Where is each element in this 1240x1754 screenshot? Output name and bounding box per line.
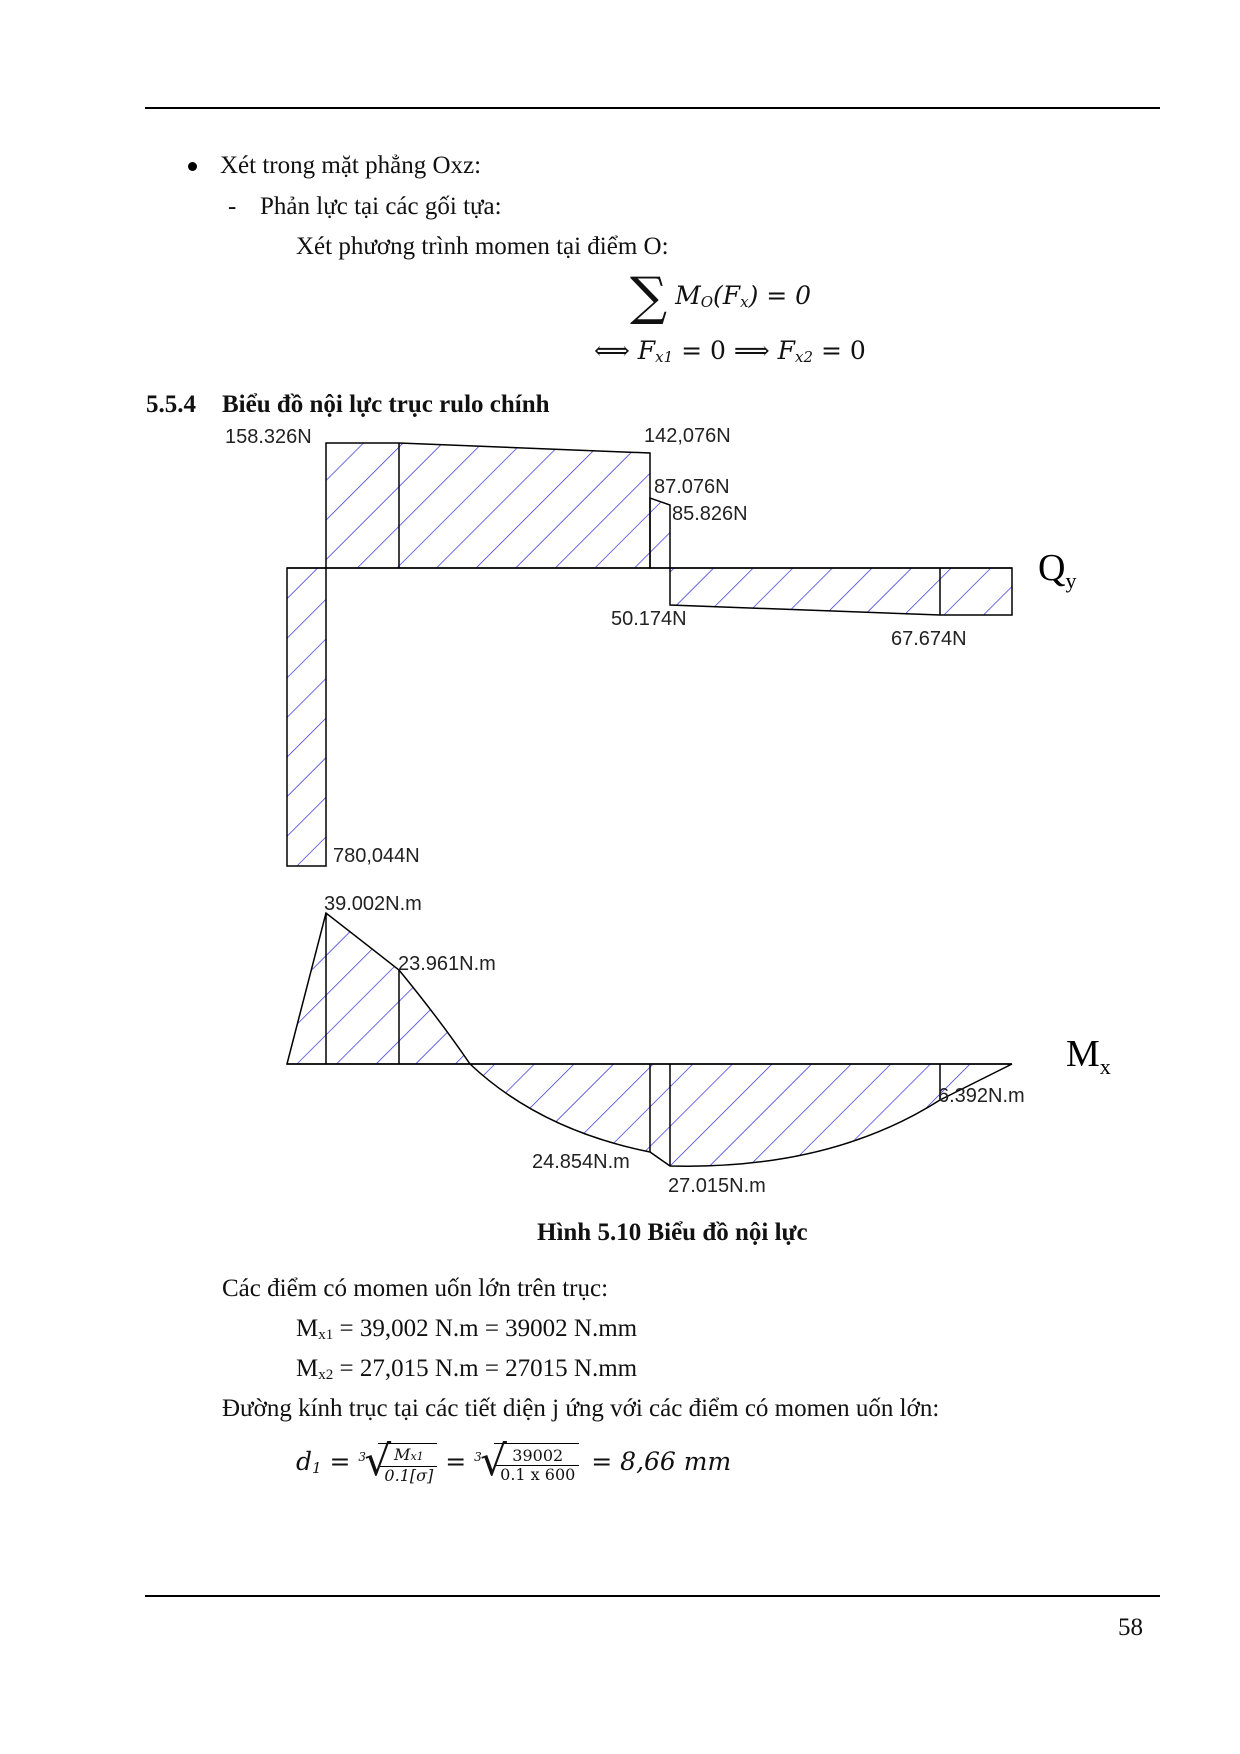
shear-label-85826: 85.826N xyxy=(672,503,748,525)
shear-label-87076: 87.076N xyxy=(654,476,730,498)
shear-diagram xyxy=(287,443,1012,866)
moment-label-23961: 23.961N.m xyxy=(398,953,496,975)
figure-caption: Hình 5.10 Biểu đồ nội lực xyxy=(537,1219,808,1246)
moment-label-24854: 24.854N.m xyxy=(532,1151,630,1173)
diameter-text: Đường kính trục tại các tiết diện j ứng với các điểm có momen uốn lớn: xyxy=(222,1395,940,1422)
moment-label-39002: 39.002N.m xyxy=(324,893,422,915)
moment-label-6392: 6.392N.m xyxy=(938,1085,1025,1107)
dash-marker: - xyxy=(228,193,237,220)
moment-diagram xyxy=(287,913,1012,1166)
equation-fx-zero: ⟺ $F_{x1} = 0$ ⟹ $F_{x2} = 0$ xyxy=(594,336,866,366)
reaction-text: Phản lực tại các gối tựa: xyxy=(260,193,502,220)
equation-sum-moments: ∑ $M_O(F_x) = 0$ xyxy=(630,267,812,327)
moment-points-text: Các điểm có momen uốn lớn trên trục: xyxy=(222,1275,609,1302)
shear-label-780044: 780,044N xyxy=(333,845,420,867)
internal-force-diagrams xyxy=(0,410,1240,1210)
shear-label-158326: 158.326N xyxy=(225,426,312,448)
bullet-text: Xét trong mặt phẳng Oxz: xyxy=(220,152,482,179)
page-number: 58 xyxy=(1118,1614,1143,1641)
section-number: 5.5.4 xyxy=(146,391,196,418)
cube-root-2: 3 √ $\frac{39002}{0.1 x 600}$ xyxy=(474,1443,579,1484)
header-rule xyxy=(145,107,1160,109)
mx2-line: $M_{x2} = 27,015$ N.m = 27015 N.mm xyxy=(296,1355,638,1383)
mx1-line: $M_{x1} = 39,002$ N.m = 39002 N.mm xyxy=(296,1315,638,1343)
footer-rule xyxy=(145,1595,1160,1597)
moment-equation-intro: Xét phương trình momen tại điểm O: xyxy=(296,233,669,260)
diameter-formula: $d_1$ = 3 √ $\frac{Mx1}{0.1[\sigma]}$ = 3 √ $\frac{39002}{0.1 x 600}$ = 8,66 mm xyxy=(296,1435,732,1485)
cube-root-1: 3 √ $\frac{Mx1}{0.1[\sigma]}$ xyxy=(358,1443,437,1485)
moment-label-27015: 27.015N.m xyxy=(668,1175,766,1197)
shear-label-142076: 142,076N xyxy=(644,425,731,447)
section-title: Biểu đồ nội lực trục rulo chính xyxy=(222,391,550,418)
shear-symbol: $Q_y$ xyxy=(1038,547,1077,593)
moment-symbol: $M_x$ xyxy=(1066,1033,1111,1079)
shear-label-50174: 50.174N xyxy=(611,608,687,630)
shear-label-67674: 67.674N xyxy=(891,628,967,650)
bullet-icon xyxy=(188,162,197,171)
